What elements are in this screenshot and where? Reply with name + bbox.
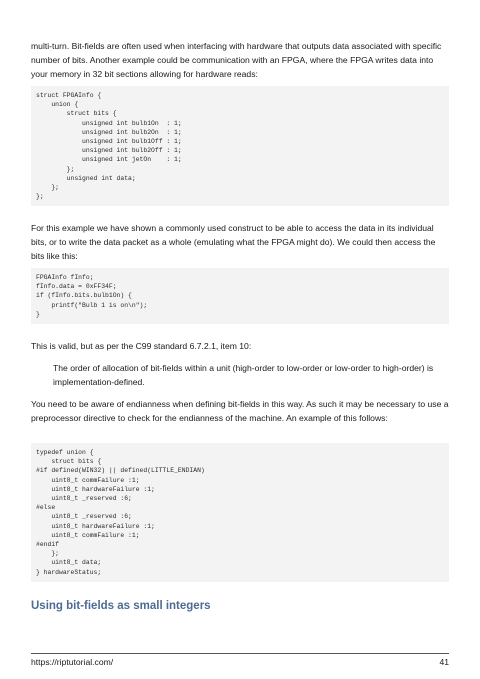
example-paragraph: For this example we have shown a commonly used construct to be able to access the data in its individual bits, or to write the data packet as a whole (emulating what the FPGA might do). We could then access the bits like this: <box>31 223 436 261</box>
bit-access-code-block: FPGAInfo fInfo; fInfo.data = 0xFF34F; if (fInfo.bits.bulb1On) { printf("Bulb 1 is on\n"); } <box>31 268 449 324</box>
fpga-struct-code-block: struct FPGAInfo { union { struct bits { unsigned int bulb1On : 1; unsigned int bulb2On : 1; unsigned int bulb1Off : 1; unsigned int bulb2Off : 1; unsigned int jetOn : 1; }; unsigned int data; }; }; <box>31 86 449 206</box>
page-number: 41 <box>439 657 449 667</box>
standard-quote: The order of allocation of bit-fields within a unit (high-order to low-order or low-order to high-order) is implementation-defined. <box>53 363 434 387</box>
endianness-code-block: typedef union { struct bits { #if defined(WIN32) || defined(LITTLE_ENDIAN) uint8_t commFailure :1; uint8_t hardwareFailure :1; uint8_t _reserved :6; #else uint8_t _reserved :6; uint8_t hardwareFailure :1; uint8_t commFailure :1; #endif }; uint8_t data; } hardwareStatus; <box>31 443 449 582</box>
footer-url: https://riptutorial.com/ <box>31 657 114 667</box>
intro-paragraph: multi-turn. Bit-fields are often used when interfacing with hardware that outputs data associated with specific number of bits. Another example could be communication with an FPGA, where the FPGA writes data into your memory in 32 bit sections allowing for hardware reads: <box>31 41 442 79</box>
footer-divider <box>31 653 449 654</box>
section-heading: Using bit-fields as small integers <box>31 600 211 612</box>
c99-reference-paragraph: This is valid, but as per the C99 standard 6.7.2.1, item 10: <box>31 341 252 351</box>
endianness-paragraph: You need to be aware of endianness when defining bit-fields in this way. As such it may be necessary to use a preprocessor directive to check for the endianness of the machine. An example of this follows: <box>31 399 449 423</box>
